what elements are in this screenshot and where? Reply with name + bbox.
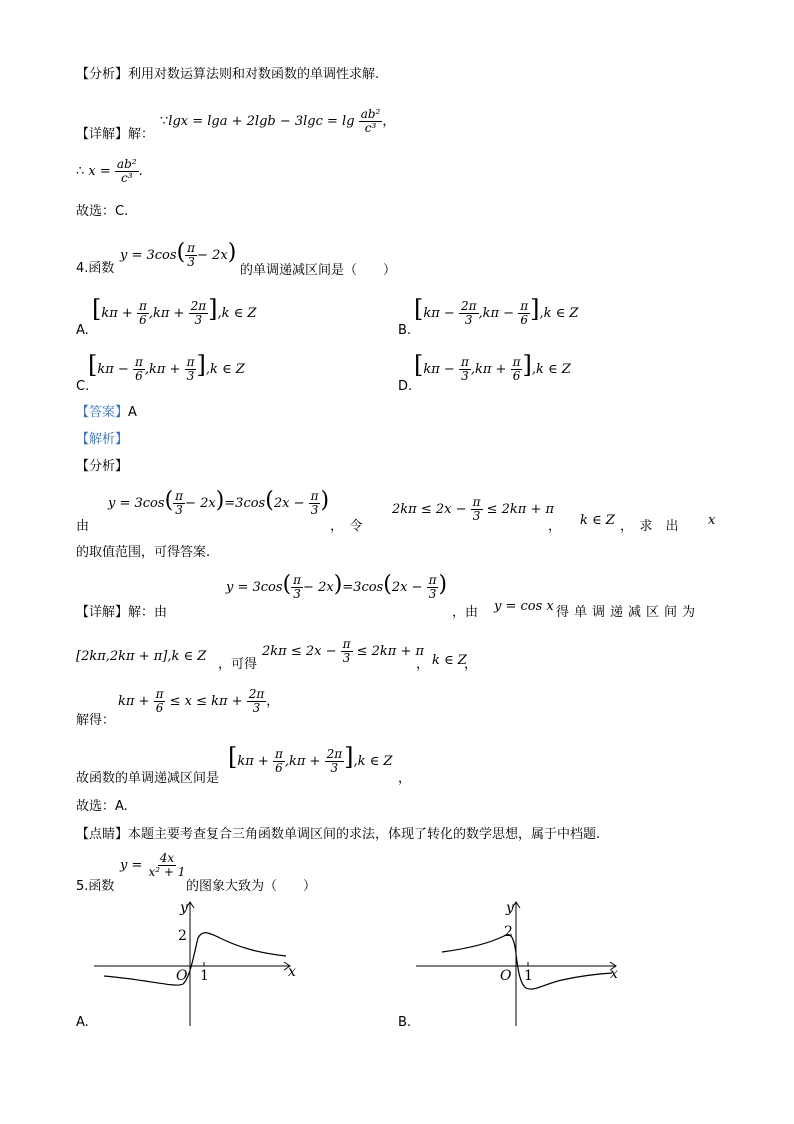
x-axis-label: x: [288, 964, 296, 980]
analysis-tag: 【分析】: [76, 67, 129, 82]
graph-b-label: B.: [398, 1015, 412, 1030]
q4-detail-label: [76, 604, 167, 622]
because-symbol: ∵: [160, 114, 169, 129]
remark-text: 本题主要考查复合三角函数单调区间的求法，体现了转化的数学思想，属于中档题.: [128, 827, 601, 842]
equation-fraction: $\frac{\text{ab²}}{\text{c³}}$: [360, 107, 381, 135]
origin-label: O: [500, 968, 512, 984]
ling-label: ， 令: [330, 519, 363, 534]
q5-function: y = $\frac{4x}{\text{x² + 1}}$: [120, 851, 186, 879]
therefore-symbol: ∴: [76, 164, 85, 179]
k-in-z: k ∈ Z: [580, 513, 615, 528]
de-interval: 得单调递减区间为: [556, 605, 701, 620]
graph-b[interactable]: [412, 898, 622, 1032]
detail-text: 解：: [128, 127, 155, 142]
q3-detail-line: [76, 126, 154, 144]
q5-suffix: 的图象大致为（ ）: [186, 879, 317, 894]
k-in-z-2: k ∈ Z: [432, 653, 467, 668]
graph-a[interactable]: [90, 898, 300, 1032]
x-var: x: [708, 513, 716, 528]
tick-x-label: 1: [524, 968, 533, 984]
q4-choice: 故选：A.: [76, 799, 128, 814]
rewrite-equation: y = 3cos( $\frac{\pi}{3}$ − 2x)=3cos(2x − $\frac{\pi}{3}$ ): [108, 488, 330, 517]
q3-x-result: [76, 158, 143, 185]
q4-stem: [76, 260, 114, 278]
question-number: 4.: [76, 261, 89, 276]
conclusion-interval: [kπ + $\frac{\pi}{6}$ ,kπ + $\frac{2\pi}{3}$ ],k ∈ Z: [228, 743, 393, 775]
q5-stem: [76, 878, 114, 896]
cos-fn: y = cos x: [494, 599, 554, 614]
q4-stem-suffix: 的单调递减区间是（ ）: [240, 263, 397, 278]
detail-inequality: 2kπ ≤ 2x − $\frac{\pi}{3}$ ≤ 2kπ + π: [262, 637, 425, 665]
q5-number: 5.: [76, 879, 89, 894]
answer-value: A: [128, 405, 137, 420]
detail-tag: 【详解】: [76, 127, 129, 142]
q5-prefix: 函数: [88, 879, 115, 894]
end-dot: .: [138, 164, 143, 179]
you-label: ，由: [452, 605, 479, 620]
by-label: 由: [76, 519, 90, 534]
tick-y-label: 2: [504, 924, 513, 940]
q4-analysis-tag: 【分析】: [76, 459, 129, 474]
remark-tag: 【点睛】: [76, 827, 129, 842]
q3-log-equation: [160, 108, 395, 135]
jiexi-tag: 【解析】: [76, 432, 129, 447]
tick-y-label: 2: [178, 928, 187, 944]
answer-tag: 【答案】: [76, 405, 129, 420]
y-axis-label: y: [506, 900, 514, 916]
solved-label: 解得：: [76, 713, 116, 728]
base-interval: [2kπ,2kπ + π],k ∈ Z: [76, 649, 207, 664]
equation-comma: ，: [382, 114, 396, 129]
ke-de: ，可得: [218, 657, 258, 672]
comma-2: ，: [416, 657, 430, 672]
stem-prefix: 函数: [88, 261, 115, 276]
func-lhs: y = 3cos: [120, 248, 177, 263]
option-c[interactable]: [kπ − $\frac{\pi}{6}$ ,kπ + $\frac{\pi}{3}$ ],k ∈ Z: [88, 351, 245, 383]
option-d-label: D.: [398, 379, 413, 394]
q3-choice: 故选：C.: [76, 204, 129, 219]
equation-lhs: lgx = lga + 2lgb − 3lgc = lg: [168, 114, 355, 129]
comma-1: ，: [548, 519, 562, 534]
q3-analysis-line: [76, 66, 379, 84]
option-b[interactable]: [kπ − $\frac{2\pi}{3}$ ,kπ − $\frac{\pi}{6}$ ],k ∈ Z: [414, 295, 579, 327]
curve-a: [104, 933, 286, 985]
qiu-chu: ， 求 出: [620, 519, 679, 534]
graph-a-label: A.: [76, 1015, 89, 1030]
solved-inequality: kπ + $\frac{\pi}{6}$ ≤ x ≤ kπ + $\frac{2\pi}{3}$ ，: [118, 687, 280, 715]
origin-label: O: [176, 968, 188, 984]
x-equals: x =: [88, 164, 111, 179]
tick-x-label: 1: [200, 968, 209, 984]
range-text: 的取值范围，可得答案.: [76, 545, 211, 560]
detail-equation: y = 3cos( $\frac{\pi}{3}$ − 2x)=3cos(2x − $\frac{\pi}{3}$ ): [226, 572, 448, 601]
q4-function: y = 3cos( $\frac{\pi}{3}$ − 2x): [120, 240, 237, 269]
option-a[interactable]: [kπ + $\frac{\pi}{6}$ ,kπ + $\frac{2\pi}{3}$ ],k ∈ Z: [92, 295, 257, 327]
x-fraction: $\frac{\text{ab²}}{\text{c³}}$: [116, 157, 137, 185]
comma-4: ，: [398, 771, 412, 786]
conclusion-label: 故函数的单调递减区间是: [76, 771, 220, 786]
answer-line: [76, 404, 137, 422]
option-a-label: A.: [76, 323, 89, 338]
option-c-label: C.: [76, 379, 90, 394]
option-b-label: B.: [398, 323, 412, 338]
comma-3: ，: [464, 657, 478, 672]
inequality: 2kπ ≤ 2x − $\frac{\pi}{3}$ ≤ 2kπ + π: [392, 495, 555, 523]
y-axis-label: y: [180, 900, 188, 916]
analysis-text: 利用对数运算法则和对数函数的单调性求解.: [128, 67, 380, 82]
q4-detail-solve: 解：由: [128, 605, 168, 620]
q4-detail-tag: 【详解】: [76, 605, 129, 620]
option-d[interactable]: [kπ − $\frac{\pi}{3}$ ,kπ + $\frac{\pi}{6}$ ],k ∈ Z: [414, 351, 571, 383]
x-axis-label: x: [610, 966, 618, 982]
remark-line: [76, 826, 600, 844]
